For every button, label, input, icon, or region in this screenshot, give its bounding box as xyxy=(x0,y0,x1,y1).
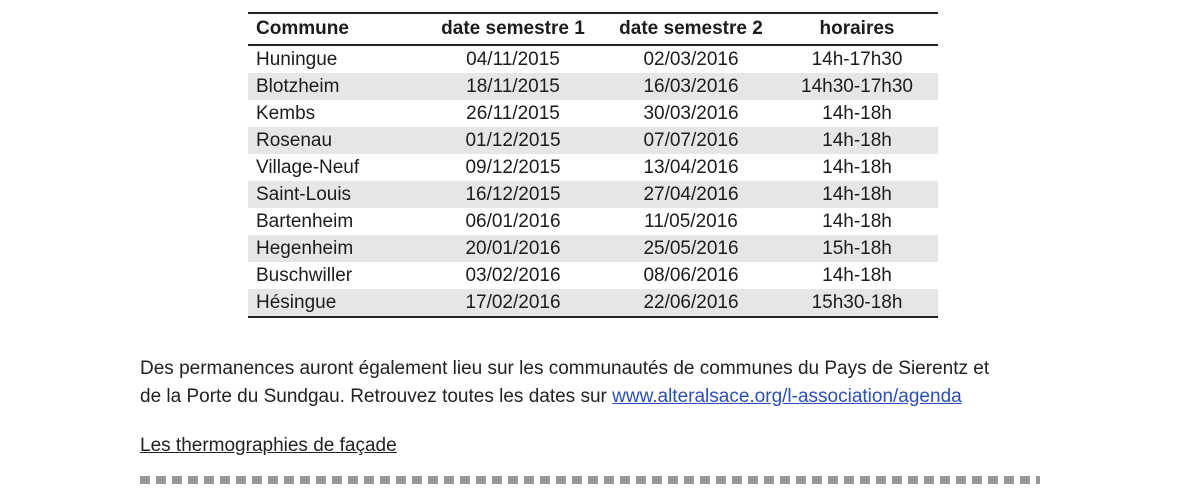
table-header-row xyxy=(248,13,938,45)
cell-date-1: 16/12/2015 xyxy=(420,181,606,208)
cell-commune: Bartenheim xyxy=(256,210,354,232)
table-row xyxy=(248,45,938,73)
header-horaires: horaires xyxy=(776,13,938,45)
cell-date-1: 18/11/2015 xyxy=(420,73,606,100)
table-row xyxy=(248,208,938,235)
cell-date-1: 09/12/2015 xyxy=(465,156,561,178)
cell-date-2: 25/05/2016 xyxy=(606,235,776,262)
cell-date-2: 27/04/2016 xyxy=(606,181,776,208)
agenda-link[interactable]: www.alteralsace.org/l-association/agenda xyxy=(612,386,962,407)
header-date-semestre-1: date semestre 1 xyxy=(420,13,606,45)
cell-horaires: 15h30-18h xyxy=(776,289,938,317)
paragraph-line-2: de la Porte du Sundgau. Retrouvez toutes les dates sur xyxy=(140,386,613,407)
cell-horaires: 14h-18h xyxy=(822,102,892,124)
cell-horaires: 15h-18h xyxy=(776,235,938,262)
cell-commune: Hegenheim xyxy=(248,235,420,262)
cell-date-1: 06/01/2016 xyxy=(465,210,561,232)
cell-date-2: 30/03/2016 xyxy=(643,102,739,124)
table-row xyxy=(248,100,938,127)
cell-horaires: 14h-18h xyxy=(776,127,938,154)
cell-date-2: 16/03/2016 xyxy=(606,73,776,100)
cell-date-1: 17/02/2016 xyxy=(420,289,606,317)
header-date-semestre-2: date semestre 2 xyxy=(606,13,776,45)
cell-horaires: 14h-18h xyxy=(822,210,892,232)
cell-commune: Saint-Louis xyxy=(248,181,420,208)
cell-commune: Huningue xyxy=(256,48,338,70)
cell-date-1: 03/02/2016 xyxy=(465,264,561,286)
cell-horaires: 14h-18h xyxy=(776,181,938,208)
cell-commune: Blotzheim xyxy=(248,73,420,100)
cell-date-2: 11/05/2016 xyxy=(644,210,738,232)
cropped-text-line xyxy=(140,472,1040,488)
cell-horaires: 14h-18h xyxy=(822,156,892,178)
cell-commune: Buschwiller xyxy=(256,264,353,286)
section-title-thermographies: Les thermographies de façade xyxy=(140,435,397,456)
header-commune: Commune xyxy=(248,13,420,45)
cell-commune: Rosenau xyxy=(248,127,420,154)
cell-date-1: 04/11/2015 xyxy=(466,48,560,70)
cell-horaires: 14h-17h30 xyxy=(811,48,903,70)
table-row xyxy=(248,262,938,289)
table-row xyxy=(248,73,938,100)
table-row xyxy=(248,289,938,317)
cell-date-2: 02/03/2016 xyxy=(643,48,739,70)
table-row xyxy=(248,181,938,208)
cell-horaires: 14h-18h xyxy=(822,264,892,286)
cell-commune: Kembs xyxy=(256,102,316,124)
cell-date-1: 01/12/2015 xyxy=(420,127,606,154)
cell-commune: Hésingue xyxy=(248,289,420,317)
cell-commune: Village-Neuf xyxy=(256,156,360,178)
table-row xyxy=(248,154,938,181)
cell-date-2: 22/06/2016 xyxy=(606,289,776,317)
table-row xyxy=(248,235,938,262)
cell-date-2: 13/04/2016 xyxy=(643,156,739,178)
cell-date-1: 20/01/2016 xyxy=(420,235,606,262)
paragraph-line-1: Des permanences auront également lieu sur les communautés de communes du Pays de Sierentz et xyxy=(140,358,990,379)
table-row xyxy=(248,127,938,154)
cell-date-2: 08/06/2016 xyxy=(643,264,739,286)
cell-date-1: 26/11/2015 xyxy=(466,102,560,124)
cell-date-2: 07/07/2016 xyxy=(606,127,776,154)
cell-horaires: 14h30-17h30 xyxy=(776,73,938,100)
permanence-schedule-table xyxy=(248,12,938,318)
permanences-paragraph xyxy=(140,355,1140,411)
